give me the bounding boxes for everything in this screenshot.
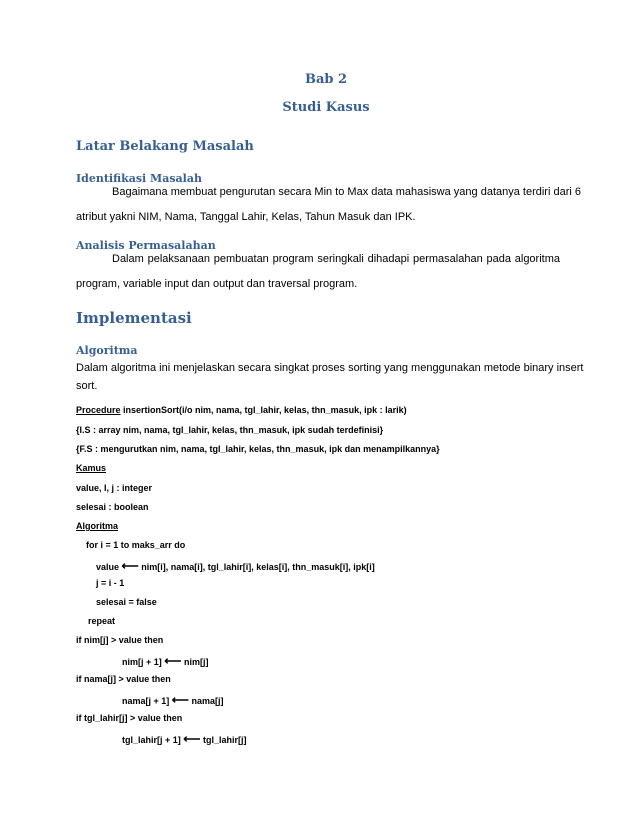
identifikasi-line-2: atribut yakni NIM, Nama, Tanggal Lahir, Kelas, Tahun Masuk dan IPK. [76, 211, 416, 223]
assign-arrow-icon: ⟵ [183, 732, 201, 746]
nama-assign-line [122, 693, 224, 707]
value-assign-line [96, 559, 375, 573]
selesai-assign-line: selesai = false [96, 597, 157, 607]
algoritma-keyword: Algoritma [76, 521, 119, 531]
tgl-lahir-assign-line [122, 732, 247, 746]
subheading-algoritma: Algoritma [76, 344, 138, 357]
procedure-keyword: Procedure [76, 405, 121, 415]
repeat-line: repeat [88, 616, 116, 626]
fs-comment: {F.S : mengurutkan nim, nama, tgl_lahir, kelas, thn_masuk, ipk dan menampilkannya} [76, 444, 440, 454]
declaration-2: selesai : boolean [76, 502, 149, 512]
if-tgl-lahir-line: if tgl_lahir[j] > value then [76, 713, 183, 723]
kamus-keyword: Kamus [76, 463, 107, 473]
analisis-line-1: Dalam pelaksanaan pembuatan program seringkali dihadapi permasalahan pada algoritma [112, 253, 560, 265]
tgl-lahir-assign-lhs: tgl_lahir[j + 1] [122, 735, 181, 745]
j-assign-line: j = i - 1 [96, 578, 125, 588]
nama-assign-lhs: nama[j + 1] [122, 696, 170, 706]
section-heading-implementasi: Implementasi [76, 309, 192, 327]
section-heading-latar: Latar Belakang Masalah [76, 139, 254, 154]
chapter-subtitle: Studi Kasus [282, 100, 370, 115]
subheading-identifikasi: Identifikasi Masalah [76, 172, 202, 185]
is-comment: {I.S : array nim, nama, tgl_lahir, kelas, thn_masuk, ipk sudah terdefinisi} [76, 425, 384, 435]
procedure-signature: insertionSort(i/o nim, nama, tgl_lahir, kelas, thn_masuk, ipk : larik) [120, 405, 407, 415]
value-lhs: value [96, 562, 120, 572]
tgl-lahir-assign-rhs: tgl_lahir[j] [203, 735, 247, 745]
assign-arrow-icon: ⟵ [171, 693, 189, 707]
algoritma-line-1: Dalam algoritma ini menjelaskan secara singkat proses sorting yang menggunakan metode binary insert [76, 362, 584, 374]
nim-assign-lhs: nim[j + 1] [122, 657, 162, 667]
assign-arrow-icon: ⟵ [164, 654, 182, 668]
nim-assign-line [122, 654, 209, 668]
assign-arrow-icon: ⟵ [121, 559, 139, 573]
nim-assign-rhs: nim[j] [184, 657, 209, 667]
identifikasi-line-1: Bagaimana membuat pengurutan secara Min to Max data mahasiswa yang datanya terdiri dari 6 [112, 186, 581, 198]
nama-assign-rhs: nama[j] [191, 696, 224, 706]
for-line: for i = 1 to maks_arr do [86, 540, 186, 550]
algoritma-line-2: sort. [76, 380, 98, 392]
subheading-analisis: Analisis Permasalahan [76, 239, 216, 252]
value-rhs: nim[i], nama[i], tgl_lahir[i], kelas[i], thn_masuk[i], ipk[i] [141, 562, 375, 572]
if-nama-line: if nama[j] > value then [76, 674, 171, 684]
declaration-1: value, I, j : integer [76, 483, 153, 493]
analisis-line-2: program, variable input dan output dan traversal program. [76, 278, 358, 290]
chapter-title: Bab 2 [304, 72, 348, 87]
if-nim-line: if nim[j] > value then [76, 635, 164, 645]
procedure-line [76, 405, 407, 415]
